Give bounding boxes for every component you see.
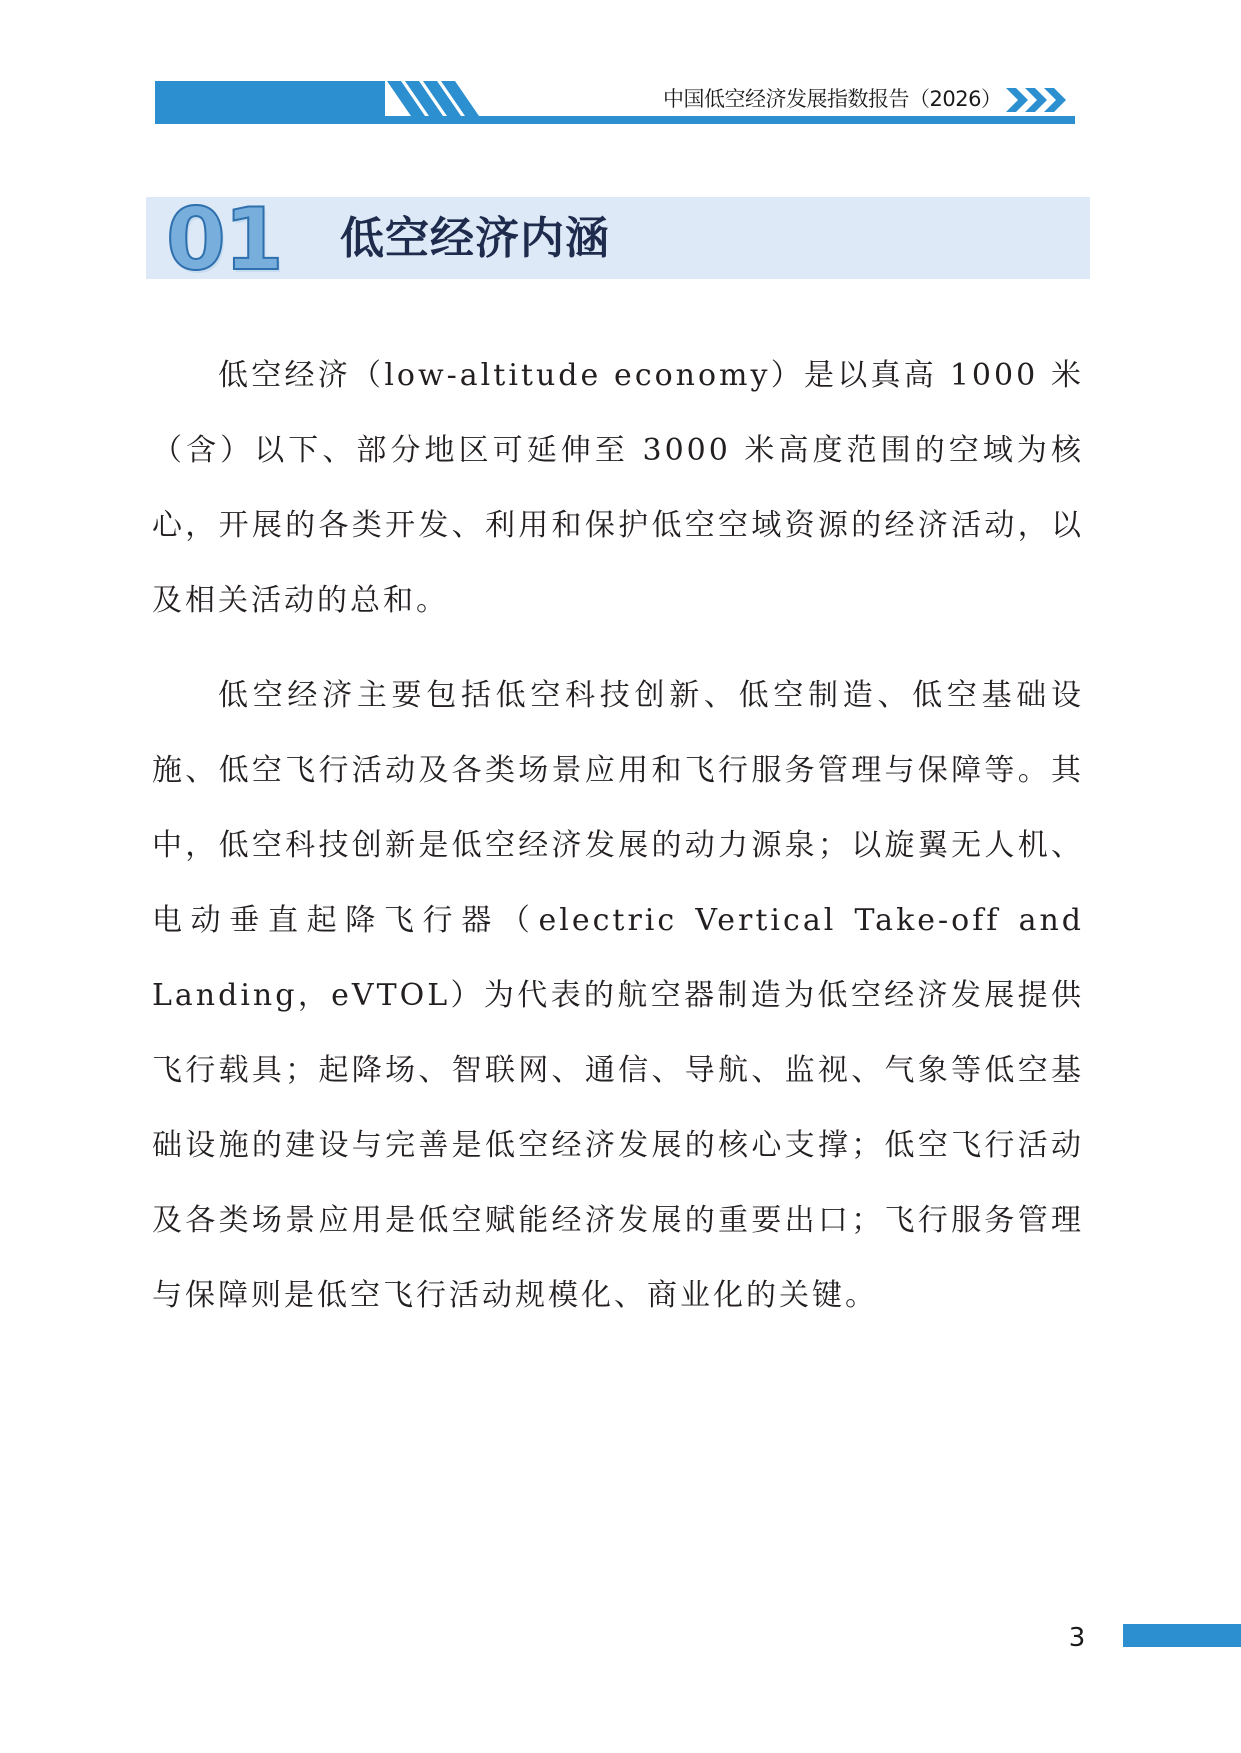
body-text xyxy=(152,338,1084,1333)
paragraph: 低空经济主要包括低空科技创新、低空制造、低空基础设施、低空飞行活动及各类场景应用和飞行服务管理与保障等。其中，低空科技创新是低空经济发展的动力源泉；以旋翼无人机、电动垂直起降飞行器（electric Vertical Take-off and Landing，eVTOL）为代表的航空器制造为低空经济发展提供飞行载具；起降场、智联网、通信、导航、监视、气象等低空基础设施的建设与完善是低空经济发展的核心支撑；低空飞行活动及各类场景应用是低空赋能经济发展的重要出口；飞行服务管理与保障则是低空飞行活动规模化、商业化的关键。 xyxy=(152,678,1084,1313)
section-number: 01 xyxy=(166,190,282,290)
section-title: 低空经济内涵 xyxy=(340,213,610,264)
page-number: 3 xyxy=(1068,1623,1086,1653)
chevrons-right-icon xyxy=(1006,86,1068,114)
paragraph: 低空经济（low-altitude economy）是以真高 1000 米（含）以下、部分地区可延伸至 3000 米高度范围的空域为核心，开展的各类开发、利用和保护低空空域资源的经济活动，以及相关活动的总和。 xyxy=(152,358,1084,618)
footer-accent-bar xyxy=(1123,1624,1241,1647)
report-title: 中国低空经济发展指数报告（2026） xyxy=(663,87,1002,111)
